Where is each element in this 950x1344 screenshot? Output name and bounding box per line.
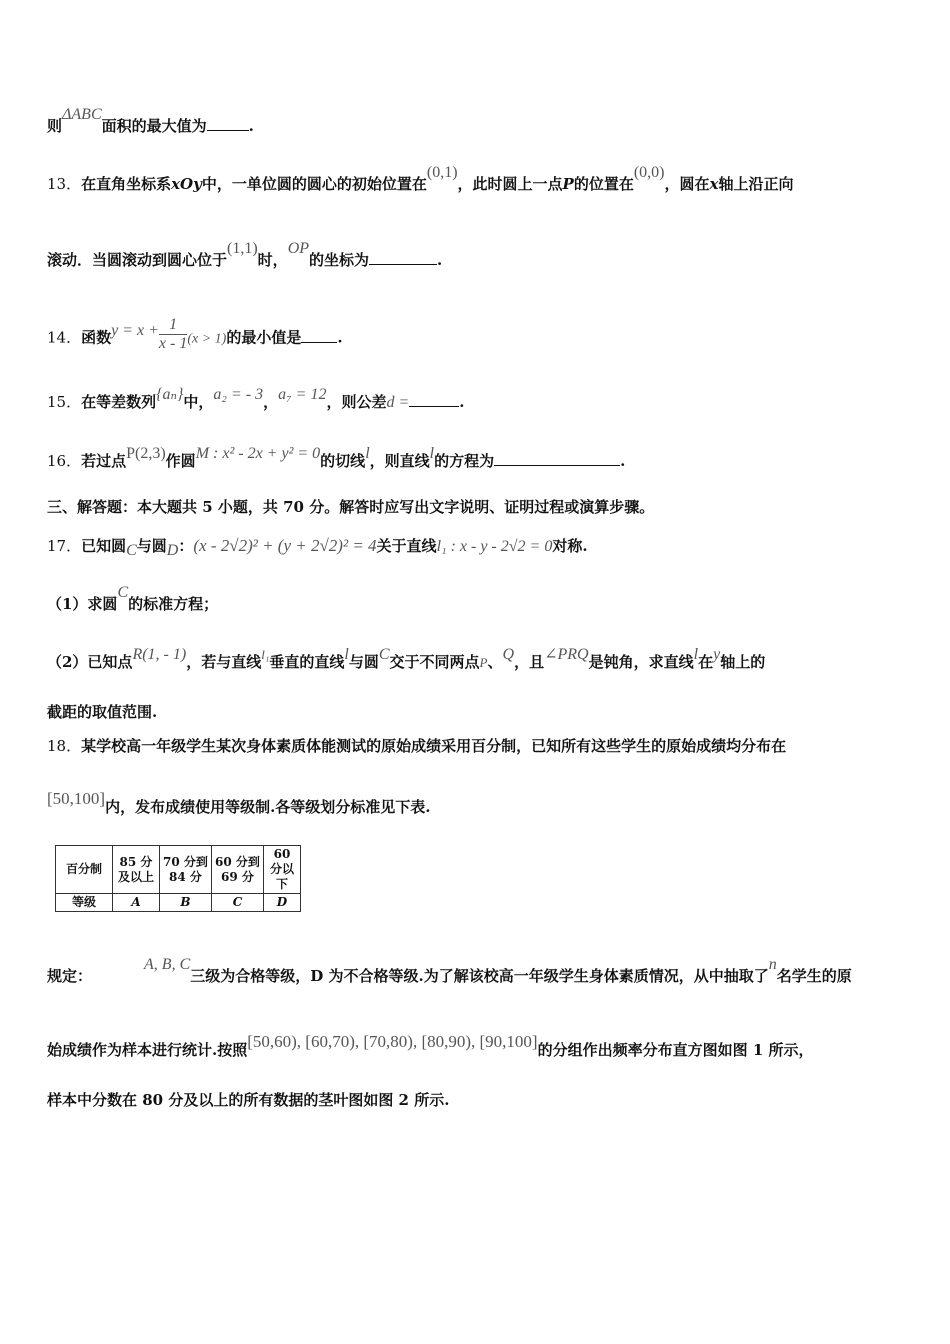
table-cell: 60 分到 69 分 — [212, 846, 264, 894]
table-cell: 60 分以下 — [264, 846, 301, 894]
table-cell: 85 分及以上 — [113, 846, 160, 894]
q18-line1: 18．某学校高一年级学生某次身体素质体能测试的原始成绩采用百分制，已知所有这些学生的原始成绩均分布在 — [47, 737, 787, 755]
table-cell: 百分制 — [56, 846, 113, 894]
q17-part2: （2）已知点R(1, - 1)，若与直线l₁垂直的直线l与圆C交于不同两点P、Q，且∠PRQ是钝角，求直线l在y轴上的 — [47, 646, 766, 671]
grade-table — [55, 845, 301, 912]
answer-blank — [369, 250, 437, 265]
q17-part2-cont: 截距的取值范围. — [47, 703, 158, 721]
answer-blank — [301, 328, 337, 343]
table-cell: D — [264, 894, 301, 912]
q18-line2: [50,100]内，发布成绩使用等级制.各等级划分标准见下表. — [47, 789, 431, 816]
q17-part1: （1）求圆C的标准方程； — [47, 584, 219, 613]
q18-line3: 规定：A, B, C三级为合格等级，D 为不合格等级.为了解该校高一年级学生身体素质情况，从中抽取了n名学生的原 — [47, 956, 852, 985]
q17-line1: 17．已知圆C与圆D：(x - 2√2)² + (y + 2√2)² = 4关于直线l₁ : x - y - 2√2 = 0对称. — [47, 536, 588, 559]
table-cell: A — [113, 894, 160, 912]
table-cell: B — [160, 894, 212, 912]
table-cell: C — [212, 894, 264, 912]
q14: 14．函数y = x + $\frac{1}{x - 1}$ (x > 1)的最小值是 . — [47, 316, 343, 352]
table-cell: 70 分到 84 分 — [160, 846, 212, 894]
q13-line1: 13．在直角坐标系xOy中，一单位圆的圆心的初始位置在(0,1)，此时圆上一点P的位置在(0,0)，圆在x轴上沿正向 — [47, 164, 794, 193]
table-cell: 等级 — [56, 894, 113, 912]
math-triangle: ΔABC — [62, 106, 102, 123]
q15: 15．在等差数列{aₙ}中，a₂ = - 3，a₇ = 12，则公差d = . — [47, 386, 465, 411]
q18-line4: 始成绩作为样本进行统计.按照[50,60), [60,70), [70,80), [80,90), [90,100]的分组作出频率分布直方图如图 1 所示， — [47, 1032, 814, 1059]
q12-tail: 则ΔABC面积的最大值为 . — [47, 106, 254, 135]
section-heading: 三、解答题：本大题共 5 小题，共 70 分。解答时应写出文字说明、证明过程或演算步骤。 — [47, 498, 655, 516]
q16: 16．若过点P(2,3)作圆M : x² - 2x + y² = 0的切线l，则直线l的方程为 . — [47, 445, 626, 470]
answer-blank — [207, 116, 249, 131]
q13-line2: 滚动．当圆滚动到圆心位于(1,1)时，OP的坐标为 . — [47, 240, 443, 269]
q18-line5: 样本中分数在 80 分及以上的所有数据的茎叶图如图 2 所示. — [47, 1091, 450, 1109]
table-row — [56, 846, 301, 894]
fraction: $\frac{1}{x - 1}$ — [158, 316, 188, 352]
answer-blank — [409, 392, 459, 407]
answer-blank — [494, 451, 620, 466]
table-row — [56, 894, 301, 912]
